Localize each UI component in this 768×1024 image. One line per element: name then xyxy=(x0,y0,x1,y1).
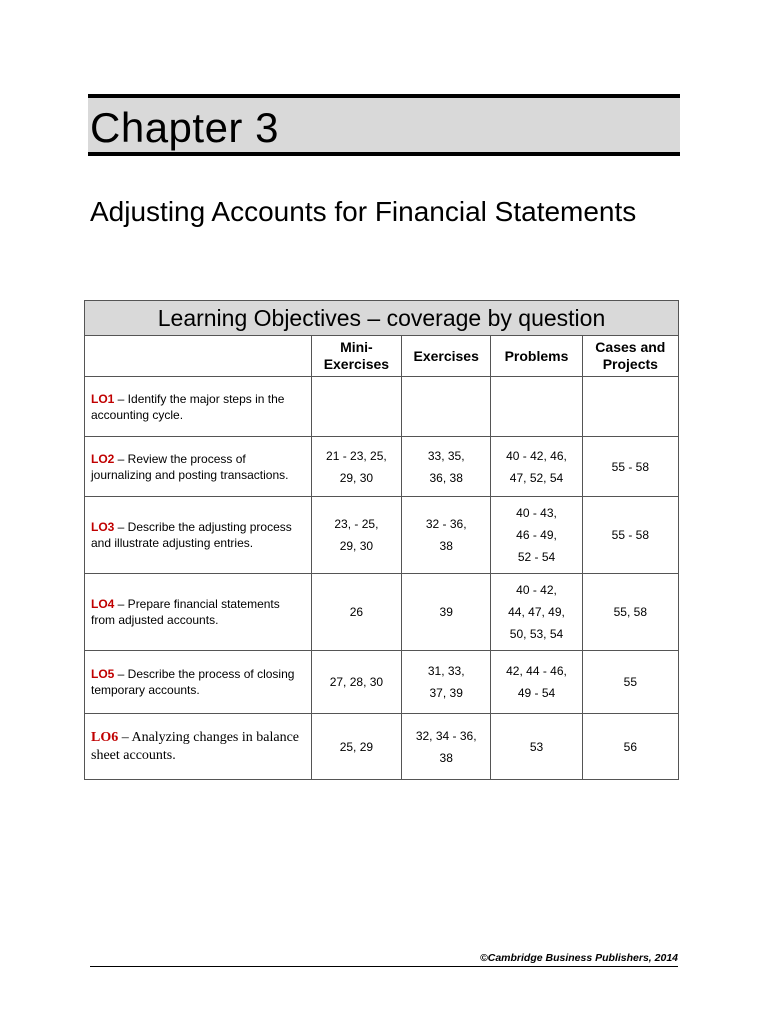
column-header-exercises: Exercises xyxy=(402,336,491,377)
objective-cell xyxy=(85,437,312,497)
cases-cell: 55 - 58 xyxy=(582,497,678,574)
problems-cell xyxy=(491,377,582,437)
table-title: Learning Objectives – coverage by question xyxy=(85,301,679,336)
cases-cell xyxy=(582,377,678,437)
table-row-lo6 xyxy=(85,714,679,780)
empty-header-cell xyxy=(85,336,312,377)
cases-cell: 55 - 58 xyxy=(582,437,678,497)
objective-text: – Prepare financial statements from adjusted accounts. xyxy=(91,597,280,627)
exercises-cell: 32 - 36, 38 xyxy=(402,497,491,574)
lo-code: LO4 xyxy=(91,597,115,611)
objective-cell xyxy=(85,497,312,574)
column-header-mini-exercises: Mini- Exercises xyxy=(311,336,401,377)
exercises-cell: 31, 33, 37, 39 xyxy=(402,651,491,714)
chapter-header-band xyxy=(88,94,680,156)
problems-cell: 40 - 42, 46, 47, 52, 54 xyxy=(491,437,582,497)
table-title-row xyxy=(85,301,679,336)
exercises-cell: 32, 34 - 36, 38 xyxy=(402,714,491,780)
lo-code: LO3 xyxy=(91,520,115,534)
chapter-subtitle: Adjusting Accounts for Financial Statements xyxy=(90,196,637,227)
problems-cell: 40 - 43, 46 - 49, 52 - 54 xyxy=(491,497,582,574)
objective-text: – Describe the adjusting process and illustrate adjusting entries. xyxy=(91,520,292,550)
mini-exercises-cell: 21 - 23, 25, 29, 30 xyxy=(311,437,401,497)
column-header-problems: Problems xyxy=(491,336,582,377)
objective-text: – Review the process of journalizing and posting transactions. xyxy=(91,451,289,482)
table-row-lo1 xyxy=(85,377,679,437)
table-row-lo2 xyxy=(85,437,679,497)
objective-text: – Describe the process of closing temporary accounts. xyxy=(91,667,295,697)
problems-cell: 40 - 42, 44, 47, 49, 50, 53, 54 xyxy=(491,574,582,651)
problems-cell: 42, 44 - 46, 49 - 54 xyxy=(491,651,582,714)
objective-cell xyxy=(85,714,312,780)
cases-cell: 56 xyxy=(582,714,678,780)
learning-objectives-table xyxy=(84,300,679,780)
problems-cell: 53 xyxy=(491,714,582,780)
column-header-row xyxy=(85,336,679,377)
exercises-cell: 39 xyxy=(402,574,491,651)
mini-exercises-cell xyxy=(311,377,401,437)
mini-exercises-cell: 25, 29 xyxy=(311,714,401,780)
objective-cell xyxy=(85,574,312,651)
objective-text: – Analyzing changes in balance sheet accounts. xyxy=(91,729,300,763)
mini-exercises-cell: 27, 28, 30 xyxy=(311,651,401,714)
chapter-title: Chapter 3 xyxy=(90,104,279,151)
lo-code: LO2 xyxy=(91,451,115,466)
objective-cell xyxy=(85,651,312,714)
exercises-cell xyxy=(402,377,491,437)
table-row-lo3 xyxy=(85,497,679,574)
footer-divider xyxy=(90,966,678,967)
lo-code: LO5 xyxy=(91,667,115,681)
cases-cell: 55 xyxy=(582,651,678,714)
table-row-lo5 xyxy=(85,651,679,714)
objective-text: – Identify the major steps in the accounting cycle. xyxy=(91,391,285,422)
table-row-lo4 xyxy=(85,574,679,651)
objective-cell xyxy=(85,377,312,437)
cases-cell: 55, 58 xyxy=(582,574,678,651)
mini-exercises-cell: 26 xyxy=(311,574,401,651)
column-header-cases-and-projects: Cases and Projects xyxy=(582,336,678,377)
exercises-cell: 33, 35, 36, 38 xyxy=(402,437,491,497)
copyright-notice: ©Cambridge Business Publishers, 2014 xyxy=(480,952,678,964)
lo-code: LO6 xyxy=(91,729,119,745)
mini-exercises-cell: 23, - 25, 29, 30 xyxy=(311,497,401,574)
lo-code: LO1 xyxy=(91,391,115,406)
